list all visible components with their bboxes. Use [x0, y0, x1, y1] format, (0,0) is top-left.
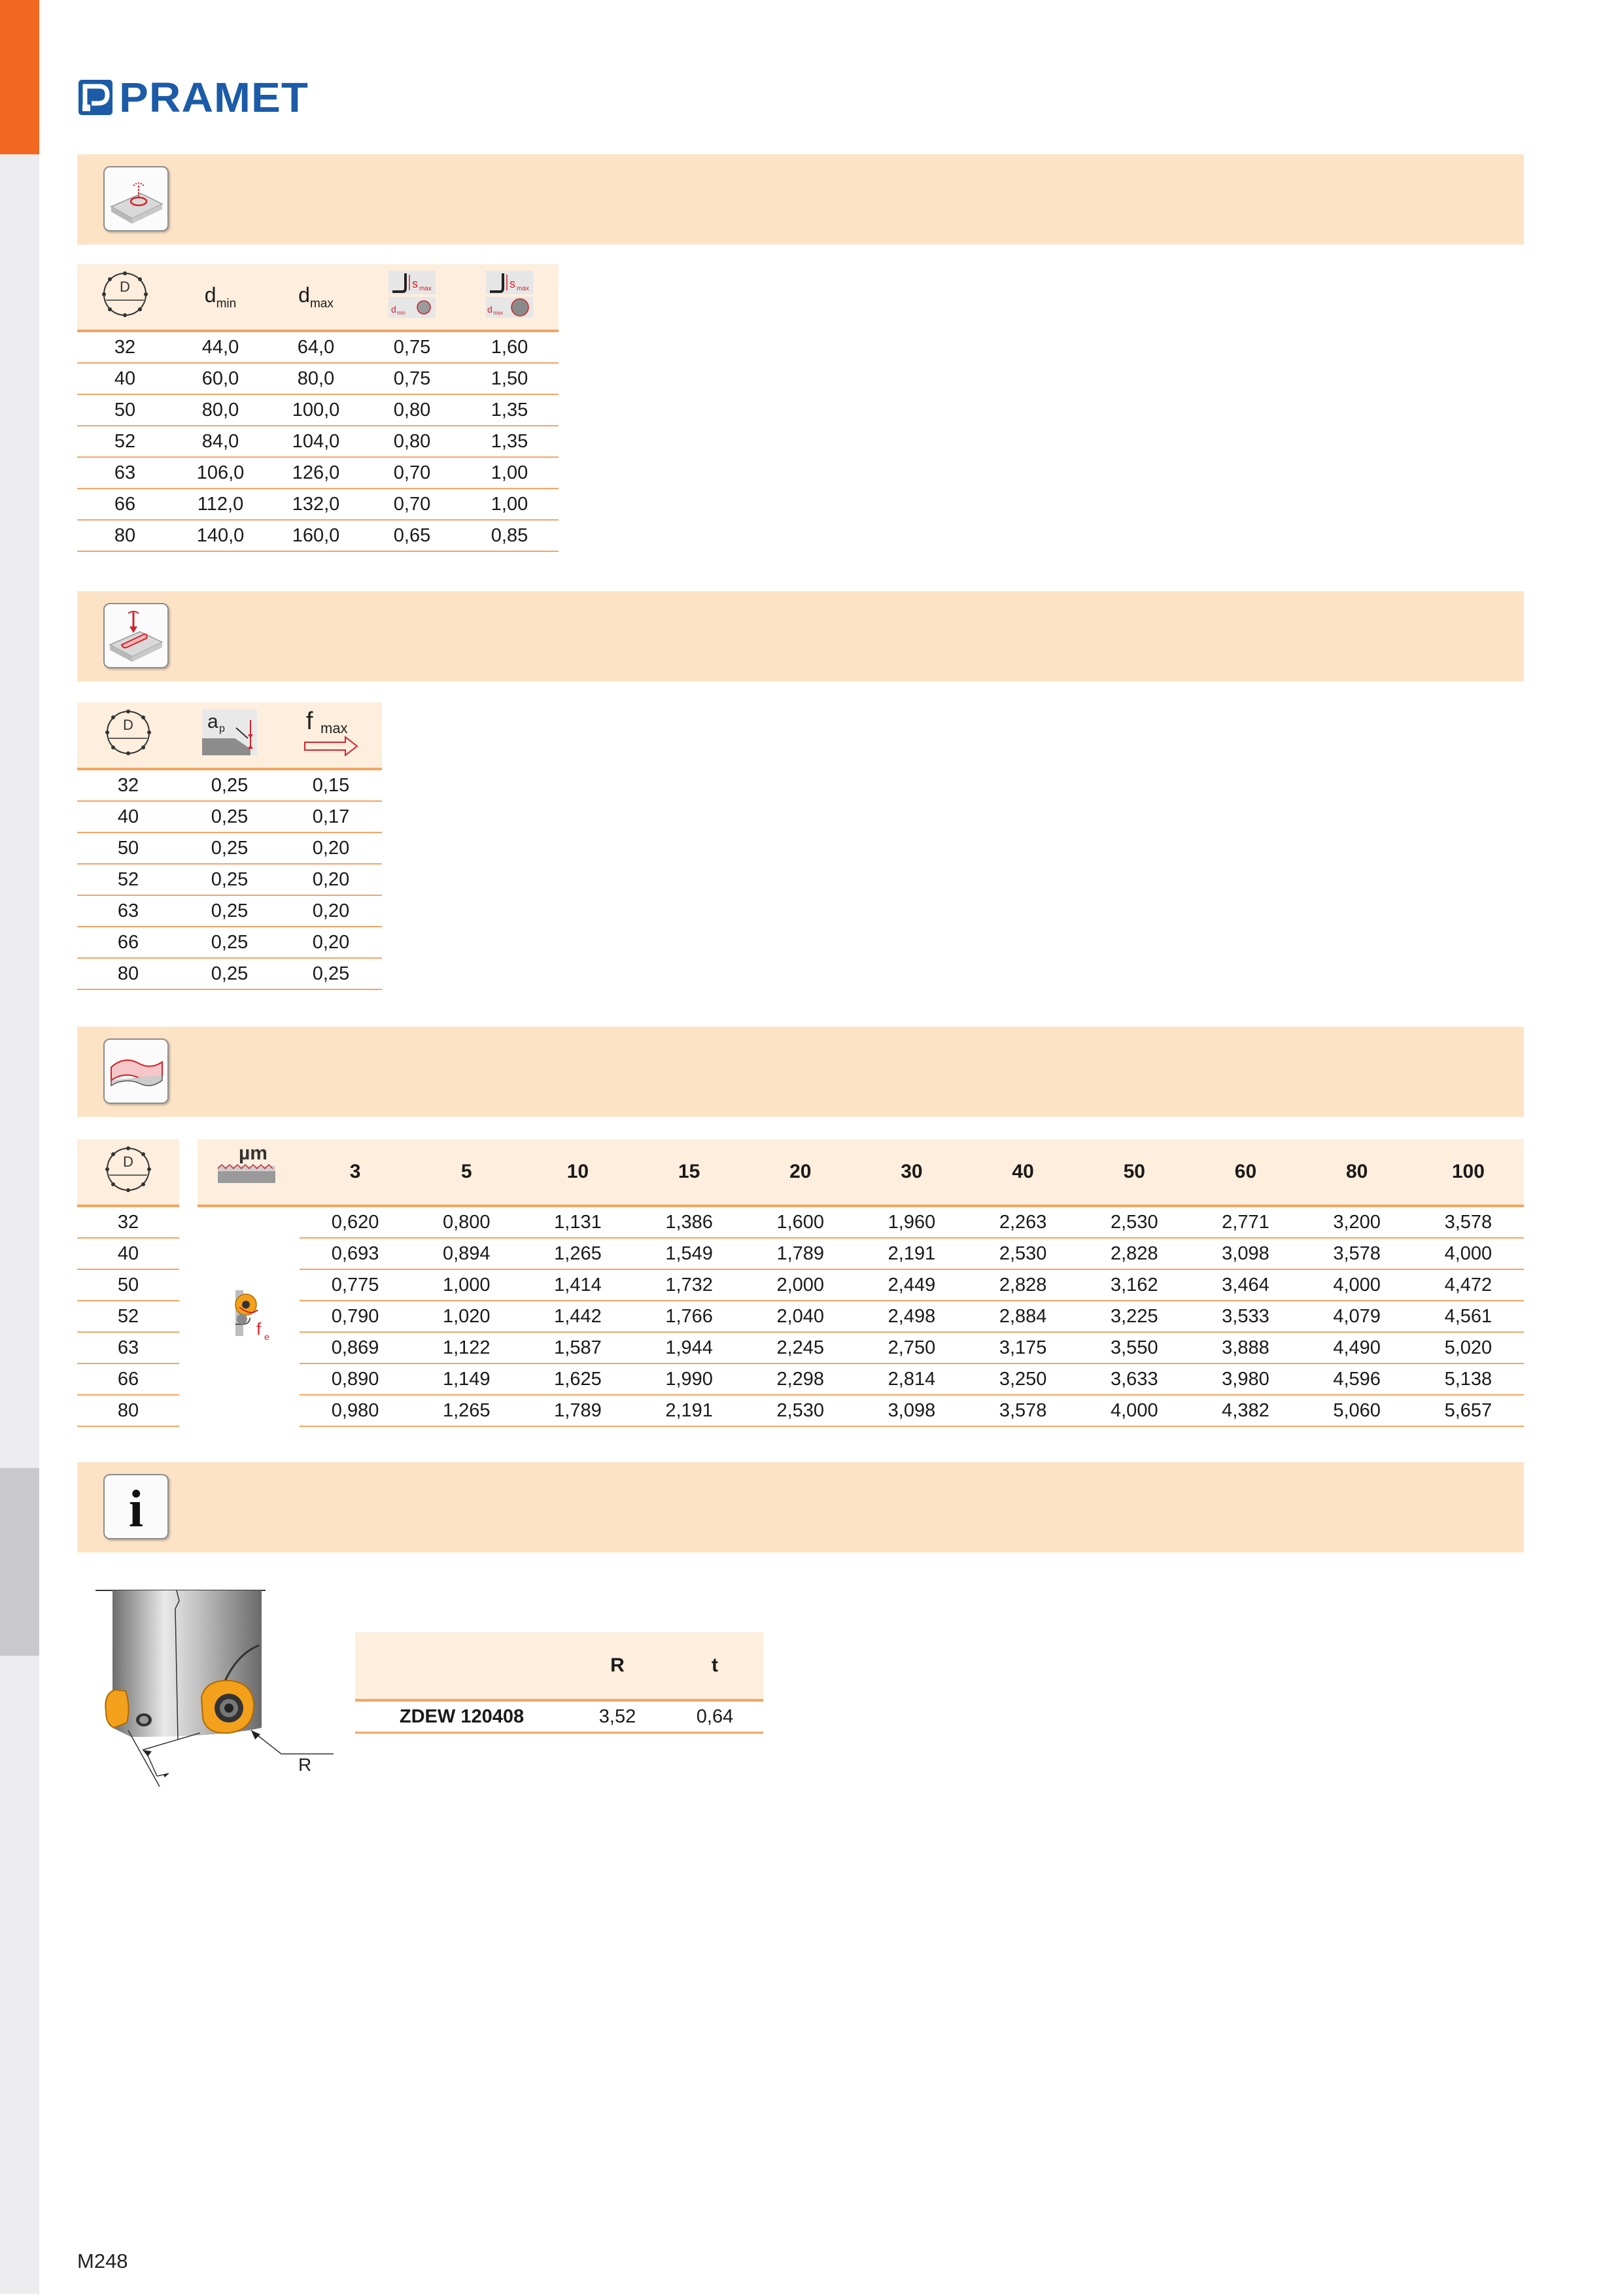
table-cell: 2,498 — [856, 1301, 967, 1332]
table-cell: 1,789 — [745, 1238, 856, 1269]
diameter-cell: 32 — [77, 1206, 179, 1238]
diameter-cell: 50 — [77, 1269, 179, 1301]
fe-sub: e — [264, 1331, 269, 1342]
smax-dmin-icon — [386, 268, 438, 320]
table-cell: 0,15 — [280, 769, 382, 801]
table-cell: 2,530 — [967, 1238, 1078, 1269]
table-cell: 0,693 — [300, 1238, 411, 1269]
table-row — [77, 1301, 179, 1332]
table-cell: 3,633 — [1078, 1363, 1190, 1395]
table-cell: 3,250 — [967, 1363, 1078, 1395]
table-cell: 1,442 — [522, 1301, 633, 1332]
pramet-logo — [77, 73, 309, 122]
table-cell: 66 — [77, 488, 173, 520]
side-tab-active — [0, 1468, 39, 1658]
table-cell: 3,200 — [1302, 1206, 1413, 1238]
side-tab — [0, 717, 39, 907]
table-cell: 32 — [77, 769, 179, 801]
table-cell: 0,894 — [411, 1238, 522, 1269]
table-cell: 0,17 — [280, 801, 382, 832]
table-cell: 1,944 — [634, 1332, 745, 1363]
roughness-column-header: 20 — [745, 1139, 856, 1206]
table-cell: 1,265 — [522, 1238, 633, 1269]
table-cell: 1,587 — [522, 1332, 633, 1363]
side-tab — [0, 1280, 39, 1470]
table-row — [198, 1301, 1524, 1332]
table-cell: 0,20 — [280, 895, 382, 927]
table-cell: 2,750 — [856, 1332, 967, 1363]
table-cell: 0,25 — [179, 832, 280, 864]
insert-header — [355, 1632, 568, 1700]
diameter-icon — [101, 706, 155, 759]
table-cell: 1,122 — [411, 1332, 522, 1363]
table-cell: 0,65 — [364, 520, 460, 551]
table-cell: 63 — [77, 895, 179, 927]
table-cell: 1,131 — [522, 1206, 633, 1238]
table-cell: 3,162 — [1078, 1269, 1190, 1301]
diameter-cell: 52 — [77, 1301, 179, 1332]
table-cell: 66 — [77, 927, 179, 958]
side-tab — [0, 342, 39, 532]
table-cell: 0,80 — [364, 394, 460, 426]
table-cell: 0,25 — [179, 769, 280, 801]
table-row — [77, 426, 559, 457]
table-cell: 132,0 — [268, 488, 364, 520]
insert-code: ZDEW 120408 — [355, 1700, 568, 1733]
svg-text:f: f — [306, 708, 313, 735]
ap-icon — [198, 706, 261, 759]
table-row — [77, 457, 559, 488]
table-cell: 0,869 — [300, 1332, 411, 1363]
radius-header: R — [568, 1632, 666, 1700]
brand-name: PRAMET — [119, 74, 309, 121]
table-row — [77, 1269, 179, 1301]
table-cell: 50 — [77, 832, 179, 864]
insert-t: 0,64 — [666, 1700, 763, 1733]
side-tab — [0, 1656, 39, 1845]
table-cell: 40 — [77, 801, 179, 832]
roughness-column-header: 15 — [634, 1139, 745, 1206]
roughness-column-header: 80 — [1302, 1139, 1413, 1206]
table-cell: 1,265 — [411, 1395, 522, 1426]
table-row — [198, 1395, 1524, 1426]
section-header-surface-roughness — [77, 1027, 1524, 1117]
side-tab-accent — [0, 0, 39, 154]
table-cell: 32 — [77, 331, 173, 363]
table-cell: 2,814 — [856, 1363, 967, 1395]
section-header-ramping — [77, 154, 1524, 245]
table-cell: 2,771 — [1190, 1206, 1301, 1238]
svg-text:d: d — [487, 304, 492, 315]
table-row — [77, 769, 382, 801]
table-cell: 0,25 — [179, 801, 280, 832]
table-cell: 4,000 — [1078, 1395, 1190, 1426]
feed-per-tooth-icon — [198, 1206, 300, 1426]
diameter-header — [77, 264, 173, 331]
table-cell: 1,000 — [411, 1269, 522, 1301]
table-row — [77, 1332, 179, 1363]
side-tab — [0, 905, 39, 1095]
table-cell: 44,0 — [173, 331, 268, 363]
svg-text:min: min — [397, 310, 406, 316]
table-cell: 2,298 — [745, 1363, 856, 1395]
table-row — [77, 801, 382, 832]
table-cell: 0,775 — [300, 1269, 411, 1301]
table-cell: 1,414 — [522, 1269, 633, 1301]
table-cell: 2,191 — [634, 1395, 745, 1426]
table-cell: 1,60 — [460, 331, 559, 363]
table-cell: 1,50 — [460, 363, 559, 394]
svg-text:max: max — [517, 285, 529, 292]
fmax-icon — [300, 706, 362, 759]
table-cell: 0,890 — [300, 1363, 411, 1395]
pramet-logo-mark-icon — [77, 77, 114, 118]
table-cell: 1,766 — [634, 1301, 745, 1332]
diameter-cell: 80 — [77, 1395, 179, 1426]
roughness-column-header: 50 — [1078, 1139, 1190, 1206]
table-cell: 1,00 — [460, 488, 559, 520]
dmax-header: $d_{max}$ — [268, 264, 364, 331]
table-cell: 80 — [77, 520, 173, 551]
table-row — [355, 1700, 763, 1733]
table-cell: 1,789 — [522, 1395, 633, 1426]
section-header-info — [77, 1462, 1524, 1552]
table-cell: 3,098 — [856, 1395, 967, 1426]
table-cell: 0,790 — [300, 1301, 411, 1332]
table-row — [198, 1238, 1524, 1269]
svg-text:a: a — [207, 711, 218, 732]
side-tab — [0, 1093, 39, 1282]
table-cell: 0,800 — [411, 1206, 522, 1238]
section-header-plunging — [77, 591, 1524, 681]
diameter-cell: 66 — [77, 1363, 179, 1395]
smax-dmax-icon — [483, 268, 536, 320]
fmax-header — [280, 702, 382, 769]
side-tab — [0, 1843, 39, 2033]
roughness-column-header: 10 — [522, 1139, 633, 1206]
table-cell: 4,472 — [1413, 1269, 1524, 1301]
svg-text:i: i — [128, 1481, 144, 1538]
table-cell: 2,828 — [967, 1269, 1078, 1301]
ramping-table — [77, 264, 559, 552]
table-cell: 2,000 — [745, 1269, 856, 1301]
cutter-diagram — [92, 1583, 340, 1825]
table-row — [77, 1363, 179, 1395]
table-cell: 4,079 — [1302, 1301, 1413, 1332]
table-cell: 3,980 — [1190, 1363, 1301, 1395]
table-cell: 2,191 — [856, 1238, 967, 1269]
table-cell: 63 — [77, 457, 173, 488]
table-cell: 84,0 — [173, 426, 268, 457]
table-cell: 106,0 — [173, 457, 268, 488]
roughness-column-header: 100 — [1413, 1139, 1524, 1206]
svg-text:max: max — [320, 720, 348, 736]
table-cell: 160,0 — [268, 520, 364, 551]
table-cell: 1,600 — [745, 1206, 856, 1238]
roughness-unit-header — [198, 1139, 300, 1206]
roughness-table — [198, 1139, 1524, 1427]
table-cell: 52 — [77, 864, 179, 895]
table-cell: 4,000 — [1413, 1238, 1524, 1269]
svg-text:p: p — [219, 723, 225, 734]
table-cell: 0,25 — [179, 958, 280, 989]
table-cell: 1,990 — [634, 1363, 745, 1395]
table-row — [77, 520, 559, 551]
table-cell: 3,578 — [967, 1395, 1078, 1426]
t-header: t — [666, 1632, 763, 1700]
dmin-header: $d_{min}$ — [173, 264, 268, 331]
table-cell: 0,980 — [300, 1395, 411, 1426]
table-cell: 0,80 — [364, 426, 460, 457]
table-cell: 0,20 — [280, 927, 382, 958]
table-cell: 1,149 — [411, 1363, 522, 1395]
table-row — [77, 1395, 179, 1426]
table-cell: 3,888 — [1190, 1332, 1301, 1363]
table-cell: 2,245 — [745, 1332, 856, 1363]
table-cell: 64,0 — [268, 331, 364, 363]
page-number: M248 — [77, 2250, 128, 2272]
info-icon — [103, 1474, 169, 1539]
table-row — [198, 1269, 1524, 1301]
table-row — [198, 1332, 1524, 1363]
table-cell: 3,533 — [1190, 1301, 1301, 1332]
table-cell: 1,386 — [634, 1206, 745, 1238]
table-cell: 80,0 — [268, 363, 364, 394]
table-cell: 3,578 — [1302, 1238, 1413, 1269]
table-cell: 5,657 — [1413, 1395, 1524, 1426]
svg-text:s: s — [412, 277, 418, 290]
table-cell: 3,578 — [1413, 1206, 1524, 1238]
svg-text:s: s — [509, 277, 515, 290]
table-cell: 0,25 — [179, 895, 280, 927]
table-cell: 1,35 — [460, 426, 559, 457]
svg-text:D: D — [123, 1154, 133, 1170]
table-cell: 3,464 — [1190, 1269, 1301, 1301]
diameter-icon — [98, 267, 152, 321]
radius-label: R — [298, 1755, 312, 1775]
smax-dmax-header — [460, 264, 559, 331]
table-cell: 3,225 — [1078, 1301, 1190, 1332]
roughness-column-header: 60 — [1190, 1139, 1301, 1206]
table-cell: 4,561 — [1413, 1301, 1524, 1332]
table-cell: 2,530 — [1078, 1206, 1190, 1238]
svg-text:max: max — [419, 285, 432, 292]
table-cell: 2,828 — [1078, 1238, 1190, 1269]
table-cell: 40 — [77, 363, 173, 394]
table-row — [77, 488, 559, 520]
table-row — [77, 832, 382, 864]
table-row — [77, 864, 382, 895]
table-cell: 1,960 — [856, 1206, 967, 1238]
insert-radius: 3,52 — [568, 1700, 666, 1733]
svg-text:max: max — [493, 310, 504, 316]
table-cell: 50 — [77, 394, 173, 426]
side-tab — [0, 2031, 39, 2296]
table-cell: 0,70 — [364, 457, 460, 488]
table-cell: 4,490 — [1302, 1332, 1413, 1363]
table-cell: 0,25 — [280, 958, 382, 989]
table-row — [77, 1206, 179, 1238]
table-cell: 5,020 — [1413, 1332, 1524, 1363]
table-cell: 0,20 — [280, 864, 382, 895]
table-cell: 2,263 — [967, 1206, 1078, 1238]
table-cell: 80,0 — [173, 394, 268, 426]
roughness-column-header: 30 — [856, 1139, 967, 1206]
svg-text:µm: µm — [239, 1142, 267, 1164]
table-cell: 140,0 — [173, 520, 268, 551]
table-cell: 4,000 — [1302, 1269, 1413, 1301]
table-cell: 80 — [77, 958, 179, 989]
table-row — [77, 394, 559, 426]
diameter-cell: 63 — [77, 1332, 179, 1363]
table-cell: 126,0 — [268, 457, 364, 488]
table-cell: 0,25 — [179, 864, 280, 895]
table-cell: 0,75 — [364, 331, 460, 363]
svg-text:d: d — [391, 304, 396, 315]
table-cell: 1,00 — [460, 457, 559, 488]
table-cell: 1,625 — [522, 1363, 633, 1395]
table-cell: 3,550 — [1078, 1332, 1190, 1363]
table-row — [77, 363, 559, 394]
table-row — [77, 895, 382, 927]
table-cell: 0,620 — [300, 1206, 411, 1238]
table-cell: 0,75 — [364, 363, 460, 394]
table-cell: 0,20 — [280, 832, 382, 864]
table-row — [198, 1206, 1524, 1238]
table-row — [77, 1238, 179, 1269]
diameter-cell: 40 — [77, 1238, 179, 1269]
table-cell: 100,0 — [268, 394, 364, 426]
table-cell: 0,25 — [179, 927, 280, 958]
roughness-column-header: 5 — [411, 1139, 522, 1206]
plunging-table — [77, 702, 382, 990]
diameter-header — [77, 702, 179, 769]
roughness-column-header: 3 — [300, 1139, 411, 1206]
table-cell: 1,732 — [634, 1269, 745, 1301]
insert-table — [355, 1632, 763, 1734]
diameter-icon — [101, 1142, 155, 1196]
table-cell: 3,175 — [967, 1332, 1078, 1363]
svg-text:D: D — [123, 717, 133, 733]
table-row — [198, 1363, 1524, 1395]
table-cell: 1,549 — [634, 1238, 745, 1269]
table-cell: 3,098 — [1190, 1238, 1301, 1269]
table-row — [77, 958, 382, 989]
table-cell: 5,138 — [1413, 1363, 1524, 1395]
table-cell: 112,0 — [173, 488, 268, 520]
table-cell: 60,0 — [173, 363, 268, 394]
smax-dmin-header — [364, 264, 460, 331]
table-cell: 1,35 — [460, 394, 559, 426]
table-cell: 1,020 — [411, 1301, 522, 1332]
table-row — [77, 927, 382, 958]
table-cell: 4,382 — [1190, 1395, 1301, 1426]
ramping-icon — [103, 166, 169, 231]
fe-label: f — [256, 1318, 262, 1339]
roughness-column-header: 40 — [967, 1139, 1078, 1206]
table-cell: 2,884 — [967, 1301, 1078, 1332]
roughness-diameter-table — [77, 1139, 179, 1427]
table-cell: 4,596 — [1302, 1363, 1413, 1395]
table-cell: 104,0 — [268, 426, 364, 457]
table-cell: 0,70 — [364, 488, 460, 520]
diameter-header — [77, 1139, 179, 1206]
table-cell: 0,85 — [460, 520, 559, 551]
plunging-icon — [103, 603, 169, 668]
table-cell: 52 — [77, 426, 173, 457]
side-tab — [0, 154, 39, 344]
side-tab — [0, 530, 39, 719]
roughness-unit-icon — [213, 1140, 285, 1199]
table-cell: 2,040 — [745, 1301, 856, 1332]
table-cell: 2,530 — [745, 1395, 856, 1426]
table-cell: 5,060 — [1302, 1395, 1413, 1426]
table-row — [77, 331, 559, 363]
surface-roughness-icon — [103, 1038, 169, 1104]
table-cell: 2,449 — [856, 1269, 967, 1301]
ap-header — [179, 702, 280, 769]
diameter-label: D — [120, 279, 130, 295]
